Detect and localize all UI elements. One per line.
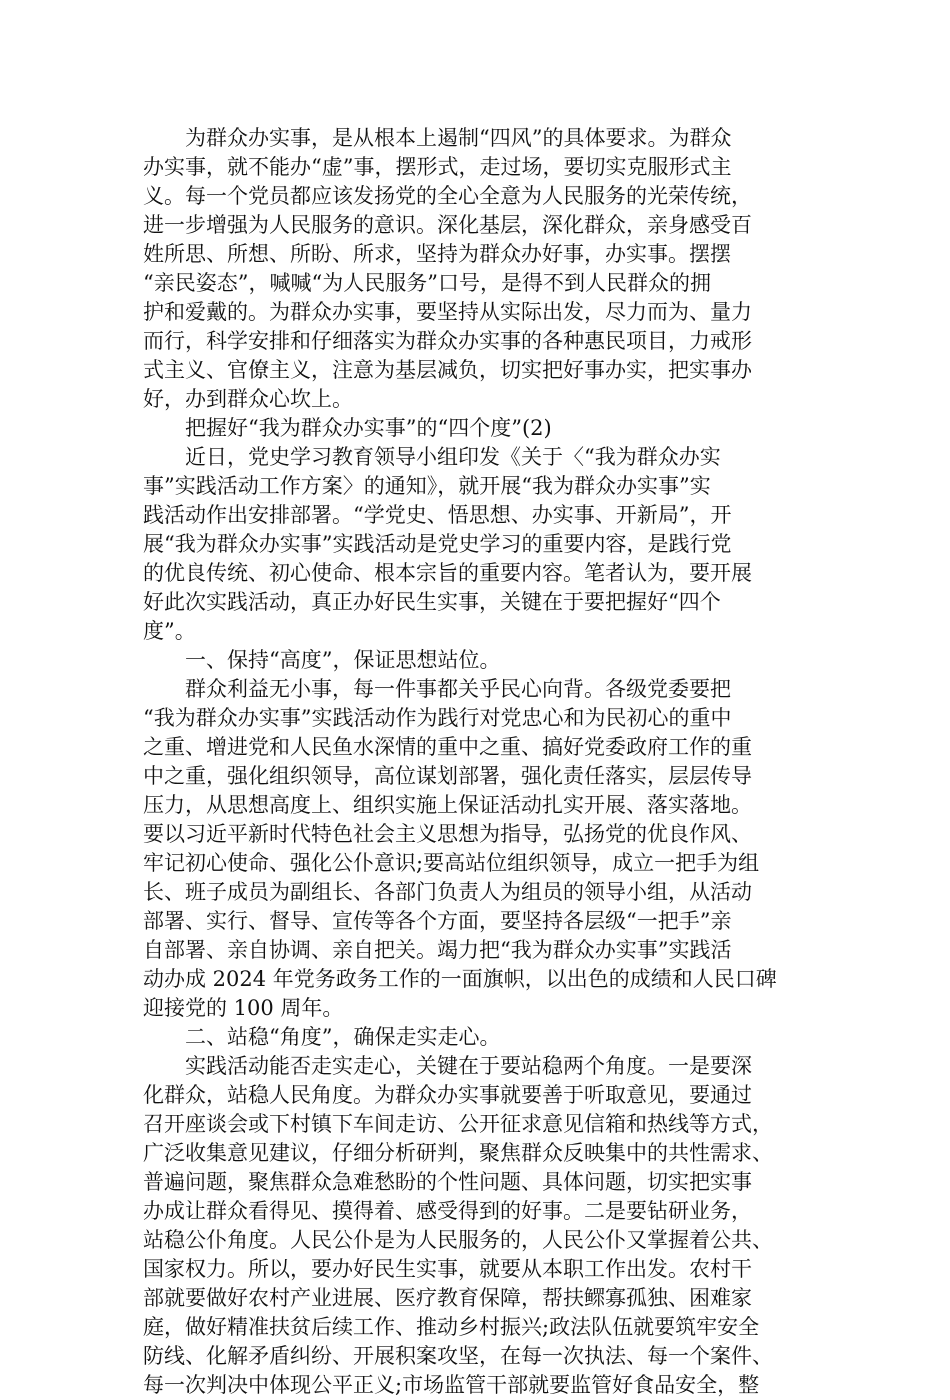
text-line: 把握好“我为群众办实事”的“四个度”(2) [143,416,552,440]
text-line: 部就要做好农村产业进展、医疗教育保障，帮扶鳏寡孤独、困难家 [143,1286,752,1310]
text-line: 牢记初心使命、强化公仆意识;要高站位组织领导，成立一把手为组 [143,851,760,875]
text-line: 自部署、亲自协调、亲自把关。竭力把“我为群众办实事”实践活 [143,938,732,962]
text-line: 护和爱戴的。为群众办实事，要坚持从实际出发，尽力而为、量力 [143,300,752,324]
text-line: 而行，科学安排和仔细落实为群众办实事的各种惠民项目，力戒形 [143,329,752,353]
text-line: 式主义、官僚主义，注意为基层减负，切实把好事办实，把实事办 [143,358,752,382]
text-line: 中之重，强化组织领导，高位谋划部署，强化责任落实，层层传导 [143,764,752,788]
text-line: 办成让群众看得见、摸得着、感受得到的好事。二是要钻研业务， [143,1199,752,1223]
text-line: 事”实践活动工作方案〉的通知》，就开展“我为群众办实事”实 [143,474,711,498]
text-line: 践活动作出安排部署。“学党史、悟思想、办实事、开新局”，开 [143,503,732,527]
text-line: 广泛收集意见建议，仔细分析研判，聚焦群众反映集中的共性需求、 [143,1141,773,1165]
text-line: 部署、实行、督导、宣传等各个方面，要坚持各层级“一把手”亲 [143,909,732,933]
text-line: 为群众办实事，是从根本上遏制“四风”的具体要求。为群众 [143,126,732,150]
text-line: 的优良传统、初心使命、根本宗旨的重要内容。笔者认为，要开展 [143,561,752,585]
text-line: 展“我为群众办实事”实践活动是党史学习的重要内容，是践行党 [143,532,732,556]
text-line: 姓所思、所想、所盼、所求，坚持为群众办好事，办实事。摆摆 [143,242,731,266]
text-line: 压力，从思想高度上、组织实施上保证活动扎实开展、落实落地。 [143,793,752,817]
text-line: 庭，做好精准扶贫后续工作、推动乡村振兴;政法队伍就要筑牢安全 [143,1315,760,1339]
text-line: 普遍问题，聚焦群众急难愁盼的个性问题、具体问题，切实把实事 [143,1170,752,1194]
text-line: 防线、化解矛盾纠纷、开展积案攻坚，在每一次执法、每一个案件、 [143,1344,773,1368]
text-line: 动办成 2024 年党务政务工作的一面旗帜，以出色的成绩和人民口碑 [143,967,777,991]
text-line: 迎接党的 100 周年。 [143,996,344,1020]
text-line: 近日，党史学习教育领导小组印发《关于〈“我为群众办实 [143,445,721,469]
text-line: 召开座谈会或下村镇下车间走访、公开征求意见信箱和热线等方式， [143,1112,773,1136]
text-line: 一、保持“高度”，保证思想站位。 [143,648,501,672]
text-line: 好，办到群众心坎上。 [143,387,353,411]
text-line: 进一步增强为人民服务的意识。深化基层，深化群众，亲身感受百 [143,213,752,237]
text-line: 度”。 [143,619,196,643]
text-line: 实践活动能否走实走心，关键在于要站稳两个角度。一是要深 [143,1054,752,1078]
text-line: “我为群众办实事”实践活动作为践行对党忠心和为民初心的重中 [143,706,732,730]
text-line: 二、站稳“角度”，确保走实走心。 [143,1025,501,1049]
text-line: 好此次实践活动，真正办好民生实事，关键在于要把握好“四个 [143,590,721,614]
text-line: 每一次判决中体现公平正义;市场监管干部就要监管好食品安全，整 [143,1373,760,1397]
document-body [143,124,813,1400]
text-line: 群众利益无小事，每一件事都关乎民心向背。各级党委要把 [143,677,731,701]
text-line: 要以习近平新时代特色社会主义思想为指导，弘扬党的优良作风、 [143,822,752,846]
text-line: 办实事，就不能办“虚”事，摆形式，走过场，要切实克服形式主 [143,155,732,179]
text-line: 义。每一个党员都应该发扬党的全心全意为人民服务的光荣传统， [143,184,752,208]
text-line: 国家权力。所以，要办好民生实事，就要从本职工作出发。农村干 [143,1257,752,1281]
text-line: 长、班子成员为副组长、各部门负责人为组员的领导小组，从活动 [143,880,752,904]
text-line: 之重、增进党和人民鱼水深情的重中之重、搞好党委政府工作的重 [143,735,752,759]
text-line: “亲民姿态”，喊喊“为人民服务”口号，是得不到人民群众的拥 [143,271,711,295]
text-line: 站稳公仆角度。人民公仆是为人民服务的，人民公仆又掌握着公共、 [143,1228,773,1252]
text-line: 化群众，站稳人民角度。为群众办实事就要善于听取意见，要通过 [143,1083,752,1107]
